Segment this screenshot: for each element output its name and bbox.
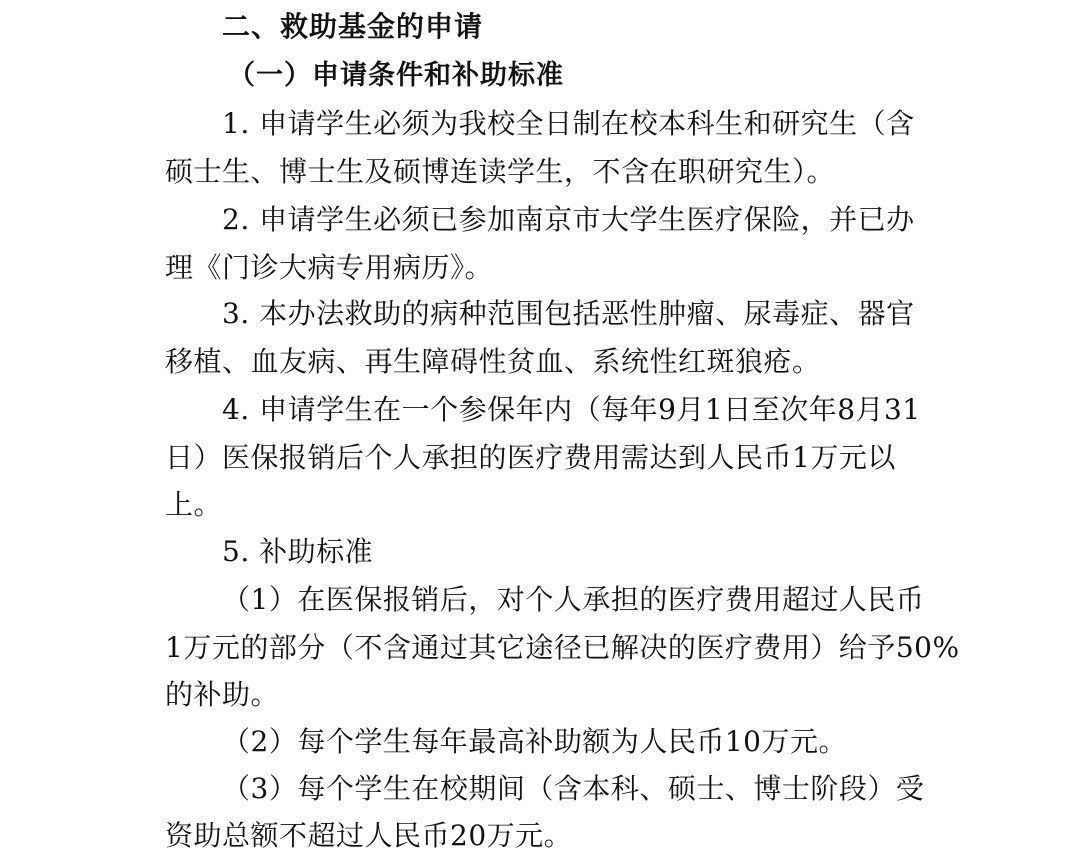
item-4-line-2: 日）医保报销后个人承担的医疗费用需达到人民币1万元以 <box>165 441 896 474</box>
subitem-1-line-2: 1万元的部分（不含通过其它途径已解决的医疗费用）给予50% <box>165 631 960 664</box>
section-heading: 二、救助基金的申请 <box>222 10 484 43</box>
item-1-line-2: 硕士生、博士生及硕博连读学生，不含在职研究生）。 <box>165 155 836 188</box>
item-3-line-2: 移植、血友病、再生障碍性贫血、系统性红斑狼疮。 <box>165 345 821 378</box>
item-2-line-2: 理《门诊大病专用病历》。 <box>165 251 494 284</box>
item-5-line-1: 5. 补助标准 <box>222 535 374 568</box>
subitem-3-line-1: （3）每个学生在校期间（含本科、硕士、博士阶段）受 <box>222 772 925 805</box>
item-4-line-1: 4. 申请学生在一个参保年内（每年9月1日至次年8月31 <box>222 393 921 426</box>
subitem-3-line-2: 资助总额不超过人民币20万元。 <box>165 819 573 852</box>
subitem-2-line-1: （2）每个学生每年最高补助额为人民币10万元。 <box>222 725 847 758</box>
item-2-line-1: 2. 申请学生必须已参加南京市大学生医疗保险，并已办 <box>222 203 915 236</box>
item-3-line-1: 3. 本办法救助的病种范围包括恶性肿瘤、尿毒症、器官 <box>222 297 915 330</box>
subsection-heading: （一）申请条件和补助标准 <box>228 60 564 91</box>
item-1-line-1: 1. 申请学生必须为我校全日制在校本科生和研究生（含 <box>222 107 915 140</box>
subitem-1-line-3: 的补助。 <box>165 678 280 711</box>
item-4-line-3: 上。 <box>165 488 223 521</box>
subitem-1-line-1: （1）在医保报销后，对个人承担的医疗费用超过人民币 <box>222 583 925 616</box>
